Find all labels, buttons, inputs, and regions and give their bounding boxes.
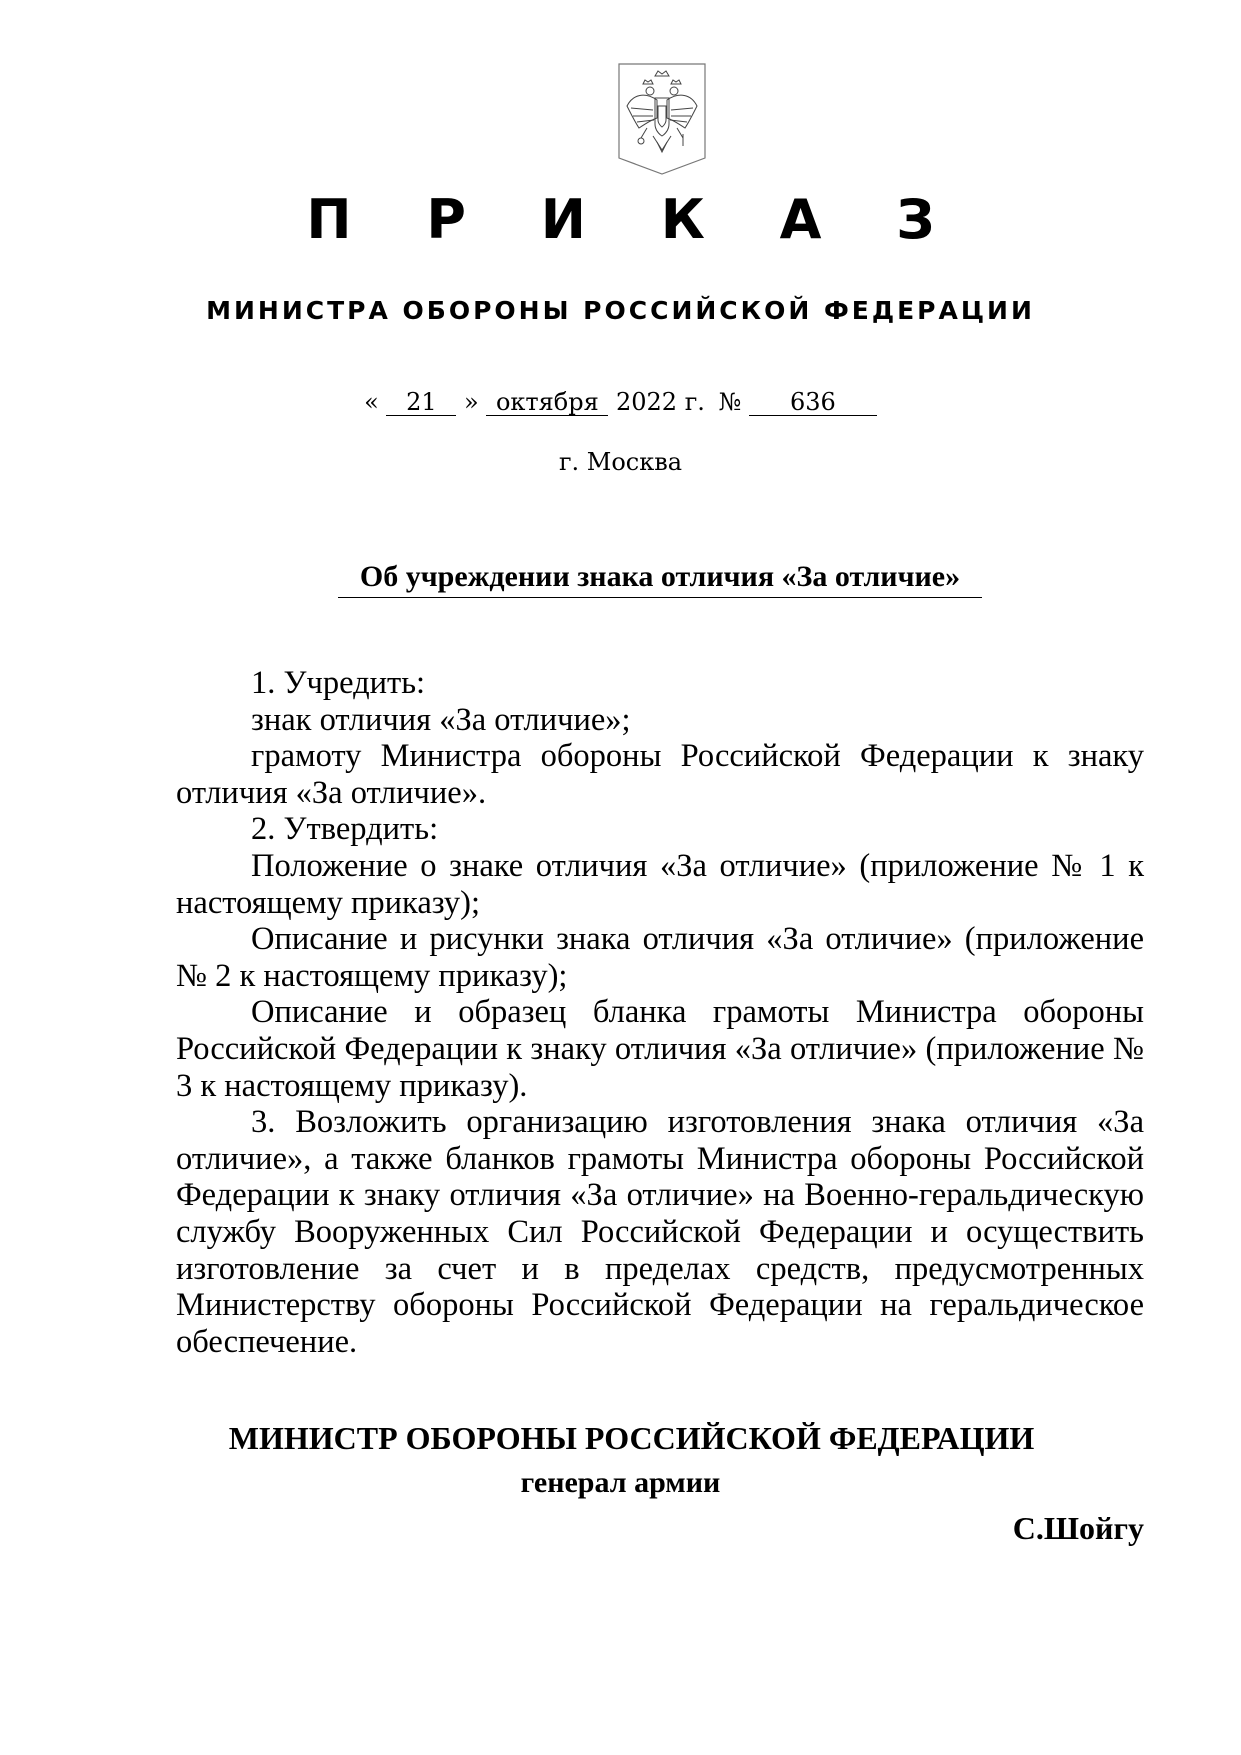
quote-close: » bbox=[464, 388, 479, 416]
paragraph: 3. Возложить организацию изготовления знака отличия «За отличие», а также бланков грамоты Министра обороны Российской Федерации к знаку отличия «За отличие» на Военно-геральдическую службу Вооруженных Сил Российской Федерации и осуществить изготовление за счет и в пределах средств, предусмотренных Министерству обороны Российской Федерации на геральдическое обеспечение. bbox=[176, 1104, 1144, 1360]
coat-of-arms-icon bbox=[617, 62, 707, 176]
signatory-position: МИНИСТР ОБОРОНЫ РОССИЙСКОЙ ФЕДЕРАЦИИ bbox=[228, 1420, 1035, 1456]
day-field: 21 bbox=[386, 389, 456, 416]
month-field: октября bbox=[486, 389, 608, 416]
paragraph: Описание и рисунки знака отличия «За отличие» (приложение № 2 к настоящему приказу); bbox=[176, 921, 1144, 994]
document-title: П Р И К А З bbox=[306, 188, 963, 251]
quote-open: « bbox=[364, 388, 379, 416]
document-body bbox=[176, 665, 1144, 1360]
document-subtitle: МИНИСТРА ОБОРОНЫ РОССИЙСКОЙ ФЕДЕРАЦИИ bbox=[206, 296, 1035, 325]
paragraph: 1. Учредить: bbox=[251, 665, 426, 701]
number-sign: № bbox=[718, 388, 742, 416]
paragraph: Описание и образец бланка грамоты Министра обороны Российской Федерации к знаку отличия «За отличие» (приложение № 3 к настоящему приказу). bbox=[176, 994, 1144, 1104]
city: г. Москва bbox=[558, 448, 683, 476]
number-field: 636 bbox=[749, 389, 877, 416]
signatory-rank: генерал армии bbox=[520, 1466, 721, 1499]
paragraph: 2. Утвердить: bbox=[251, 811, 439, 848]
paragraph: Положение о знаке отличия «За отличие» (приложение № 1 к настоящему приказу); bbox=[176, 847, 1144, 921]
date-number-line bbox=[0, 388, 1241, 416]
year-text: 2022 г. bbox=[616, 388, 705, 416]
document-subject: Об учреждении знака отличия «За отличие» bbox=[338, 560, 982, 598]
paragraph: знак отличия «За отличие»; bbox=[251, 701, 631, 738]
paragraph: грамоту Министра обороны Российской Федерации к знаку отличия «За отличие». bbox=[176, 738, 1144, 811]
signatory-name: С.Шойгу bbox=[1012, 1510, 1144, 1546]
